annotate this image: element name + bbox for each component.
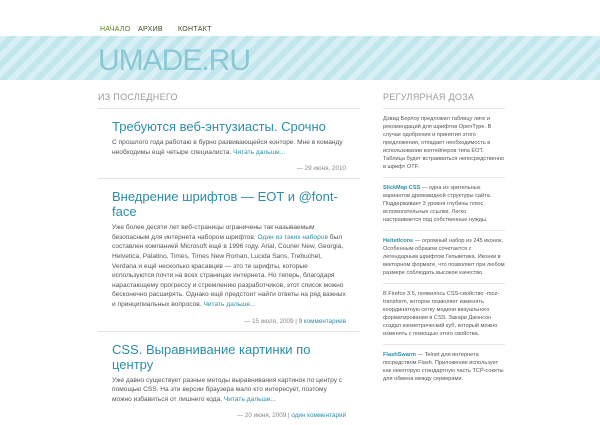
sidebar-item-text: — одна из зрительных вариантов древовидной структуры сайта. Поддерживает 3 уровня глубины плюс вспомогательные ссылки. Легко настраивается под собственные нужды.: [383, 185, 492, 223]
comments-link[interactable]: один комментарий: [291, 412, 346, 420]
sidebar-item: [383, 345, 505, 389]
comments-link[interactable]: 9 комментариев: [298, 317, 346, 325]
post: [98, 179, 360, 331]
main-section-heading: ИЗ ПОСЛЕДНЕГО: [98, 80, 360, 109]
sidebar: [383, 80, 505, 389]
sidebar-item-text: В Firefox 3.5, появилось CSS-свойство -moz-transform, которое позволяет изменять координатную сетку модели визуального форматирования в CSS. Закари Джонсон создал изометрический куб, который можно изменять с помощью этого свойства.: [383, 291, 500, 337]
main-column: [98, 80, 360, 425]
post-excerpt: [112, 138, 346, 157]
post-text: был составлен компанией Microsoft ещё в 1996 году. Arial, Courier New, Georgia, Helvetica, Palatino, Times, Times New Roman, Lucida Sans, Trebuchet, Verdana и ещё несколько красавцев — это те шрифты, которые используются почти на всех страницах интернета. Но теперь, благодаря нарастающему прогрессу и стремлению разработчиков, этот список можно бесконечно расширять. Однако ещё предстоит найти ответы на ряд важных и принципиальных вопросов.: [112, 233, 346, 308]
post-excerpt: [112, 223, 346, 309]
sidebar-item: [383, 178, 505, 231]
post-text: Уже давно существует разные методы выравнивания картинок по центру с помощью CSS. На эти версии браузера мало кто интересует, поэтому можно избавиться от лишнего кода.: [112, 376, 343, 403]
read-more-link[interactable]: Читать дальше...: [233, 148, 286, 156]
sidebar-heading: РЕГУЛЯРНАЯ ДОЗА: [383, 80, 505, 109]
nav-archive[interactable]: АРХИВ: [138, 26, 163, 33]
post-text: Уже более десяти лет веб-страницы ограничены так называемым безопасным для интернета набором шрифтов.: [112, 224, 315, 241]
sidebar-item: [383, 284, 505, 345]
post: [98, 109, 360, 179]
post: [98, 332, 360, 425]
post-date: — 20 июня, 2009: [236, 412, 287, 420]
post-meta: [112, 165, 346, 172]
sidebar-item: [383, 109, 505, 178]
nav-contact[interactable]: КОНТАКТ: [178, 26, 212, 33]
post-title[interactable]: Требуются веб-энтузиасты. Срочно: [112, 119, 326, 134]
sidebar-item-text: — огромный набор из 245 иконок. Особенным образом сочетается с легендарным шрифтом Гельветика. Иконки в векторном формате, что позволяет при любом размере соблюдать высокое качество.: [383, 238, 505, 276]
site-logo[interactable]: UMADE.RU: [98, 44, 251, 77]
post-meta: — 20 июня, 2009 | один комментарий: [236, 412, 346, 420]
sidebar-item-text: — Telnet для интернета посредством Flash. Приложение использует как некоторую стандартную часть TCP-сокеты для обмена между серверами.: [383, 352, 504, 382]
read-more-link[interactable]: Читать дальше...: [203, 300, 256, 308]
sidebar-item-text: Дэвид Берлоу предложил таблицу лиге и рекомендаций для шрифтов OpenType. В случае одобрения и принятия этого предложения, отпадает необходимость в использовании контейнеров типа EOT. Таблица будет встраиваться непосредственно в шрифт OTF.: [383, 116, 505, 170]
sidebar-item-link[interactable]: FlashSwarm: [383, 352, 416, 358]
post-meta: — 15 июля, 2009 | 9 комментариев: [243, 317, 346, 325]
top-nav: [0, 0, 600, 36]
sidebar-item: [383, 231, 505, 284]
header-banner: [0, 36, 600, 80]
post-text: С прошлого года работаю в бурно развивающейся конторе. Мне в команду необходимы ещё четыре специалиста.: [112, 139, 343, 156]
sidebar-item-link[interactable]: SlickMap CSS: [383, 185, 421, 191]
post-title[interactable]: Внедрение шрифтов — EOT и @font-face: [112, 189, 338, 220]
read-more-link[interactable]: Читать дальше...: [223, 395, 276, 403]
nav-home[interactable]: НАЧАЛО: [100, 26, 131, 33]
post-date: — 15 июля, 2009: [243, 317, 294, 325]
sidebar-item-link[interactable]: HeltetIcons: [383, 238, 414, 244]
post-title[interactable]: CSS. Выравнивание картинки по центру: [112, 341, 311, 372]
inline-link[interactable]: Один из таких наборов: [257, 233, 328, 241]
post-date: — 29 июня, 2010: [296, 165, 346, 173]
